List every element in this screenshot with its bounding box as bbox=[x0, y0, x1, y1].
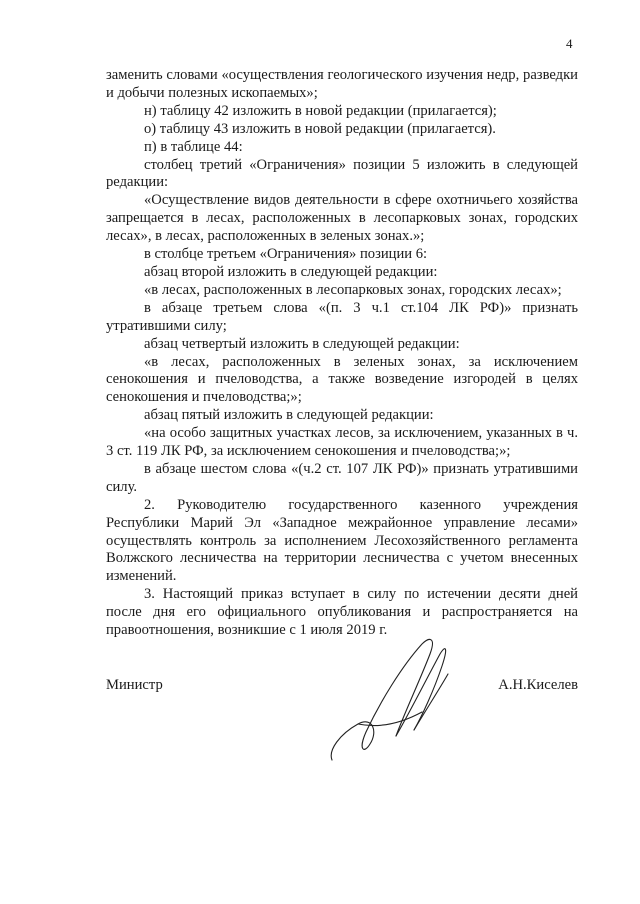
paragraph: «Осуществление видов деятельности в сфере охотничьего хозяйства запрещается в лесах, расположенных в лесопарковых зонах, городских лесах», в лесах, расположенных в зеленых зонах.»; bbox=[106, 192, 578, 245]
paragraph: абзац пятый изложить в следующей редакции: bbox=[144, 407, 434, 424]
paragraph: н) таблицу 42 изложить в новой редакции (прилагается); bbox=[144, 102, 497, 119]
handwritten-signature bbox=[318, 632, 468, 782]
paragraph: «в лесах, расположенных в зеленых зонах, за исключением сенокошения и пчеловодства, а также возведение изгородей в целях сенокошения и пчеловодства;»; bbox=[106, 353, 578, 406]
paragraph: столбец третий «Ограничения» позиции 5 изложить в следующей редакции: bbox=[106, 156, 578, 191]
paragraph: «в лесах, расположенных в лесопарковых зонах, городских лесах»; bbox=[144, 281, 562, 298]
paragraph: 3. Настоящий приказ вступает в силу по истечении десяти дней после дня его официального опубликования и распространяется на правоотношения, возникшие с 1 июля 2019 г. bbox=[106, 586, 578, 639]
signer-name: А.Н.Киселев bbox=[498, 677, 578, 693]
paragraph: в абзаце шестом слова «(ч.2 ст. 107 ЛК РФ)» признать утратившими силу. bbox=[106, 460, 578, 495]
paragraph: в столбце третьем «Ограничения» позиции 6: bbox=[144, 246, 428, 263]
paragraph: 2. Руководителю государственного казенного учреждения Республики Марий Эл «Западное межрайонное управление лесами» осуществлять контроль за исполнением Лесохозяйственного регламента Волжского лесничества на территории лесничества с учетом внесенных изменений. bbox=[106, 496, 578, 585]
document-body bbox=[106, 67, 578, 640]
page-number: 4 bbox=[566, 36, 573, 51]
signer-title: Министр bbox=[106, 677, 163, 693]
paragraph: «на особо защитных участках лесов, за исключением, указанных в ч. 3 ст. 119 ЛК РФ, за исключением сенокошения и пчеловодства;»; bbox=[106, 425, 578, 460]
paragraph: п) в таблице 44: bbox=[144, 138, 243, 155]
paragraph: заменить словами «осуществления геологического изучения недр, разведки и добычи полезных ископаемых»; bbox=[106, 67, 578, 101]
paragraph: о) таблицу 43 изложить в новой редакции (прилагается). bbox=[144, 120, 496, 137]
paragraph: абзац второй изложить в следующей редакции: bbox=[144, 263, 438, 280]
paragraph: абзац четвертый изложить в следующей редакции: bbox=[144, 335, 460, 352]
paragraph: в абзаце третьем слова «(п. 3 ч.1 ст.104 ЛК РФ)» признать утратившими силу; bbox=[106, 299, 578, 334]
